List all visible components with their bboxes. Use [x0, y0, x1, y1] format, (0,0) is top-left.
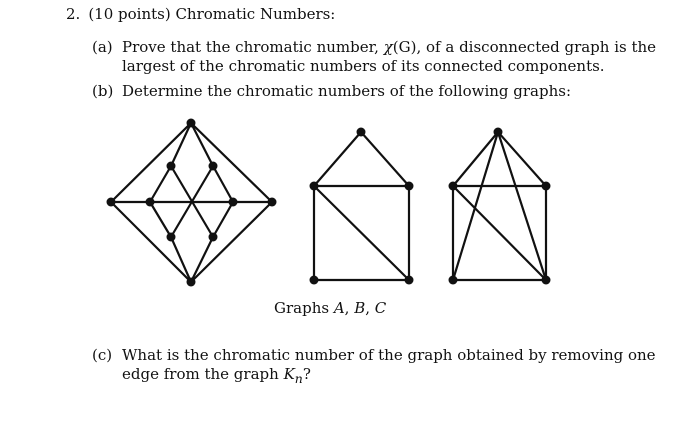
vertex [542, 276, 551, 285]
vertex [310, 182, 319, 191]
question-heading: (10 points) Chromatic Numbers: [88, 5, 336, 23]
vertex [268, 198, 277, 207]
caption-graph-c: C [374, 299, 387, 317]
caption-graph-a: A [333, 299, 345, 317]
kn-symbol: K [283, 365, 295, 383]
vertex [405, 182, 414, 191]
graph-c [449, 128, 551, 285]
question-number: 2. [66, 5, 81, 23]
vertex [310, 276, 319, 285]
part-b-text: Determine the chromatic numbers of the following graphs: [122, 82, 572, 100]
vertex [146, 198, 155, 207]
kn-subscript: n [294, 371, 303, 386]
vertex [167, 162, 176, 171]
vertex [187, 278, 196, 287]
figure-caption [274, 299, 386, 318]
vertex [107, 198, 116, 207]
vertex [167, 233, 176, 242]
vertex [449, 276, 458, 285]
part-c-text-pre: edge from the graph [122, 365, 284, 383]
graph-a [107, 119, 277, 287]
part-c-text-post: ? [302, 365, 311, 383]
vertex [229, 198, 238, 207]
vertex [449, 182, 458, 191]
vertex [209, 162, 218, 171]
chi-symbol: χ [383, 38, 393, 56]
part-a-line-2: largest of the chromatic numbers of its connected components. [122, 57, 605, 75]
part-c-line-1: What is the chromatic number of the graph obtained by removing one [122, 346, 656, 364]
part-c-label: (c) [92, 346, 113, 364]
vertex [494, 128, 503, 137]
caption-graph-b: B [354, 299, 366, 317]
vertex [209, 233, 218, 242]
caption-separator: , [344, 299, 355, 317]
part-a-text-pre: Prove that the chromatic number, [122, 38, 384, 56]
graph-b [310, 128, 414, 285]
part-b-label: (b) [92, 82, 114, 100]
part-a-text-post: , of a disconnected graph is the [416, 38, 657, 56]
part-a-label: (a) [92, 38, 113, 56]
vertex [405, 276, 414, 285]
caption-separator: , [365, 299, 375, 317]
vertex [187, 119, 196, 128]
vertex [542, 182, 551, 191]
vertex [357, 128, 366, 137]
part-c-line-2 [122, 365, 311, 388]
caption-prefix: Graphs [274, 299, 334, 317]
chi-argument: (G) [392, 38, 417, 56]
